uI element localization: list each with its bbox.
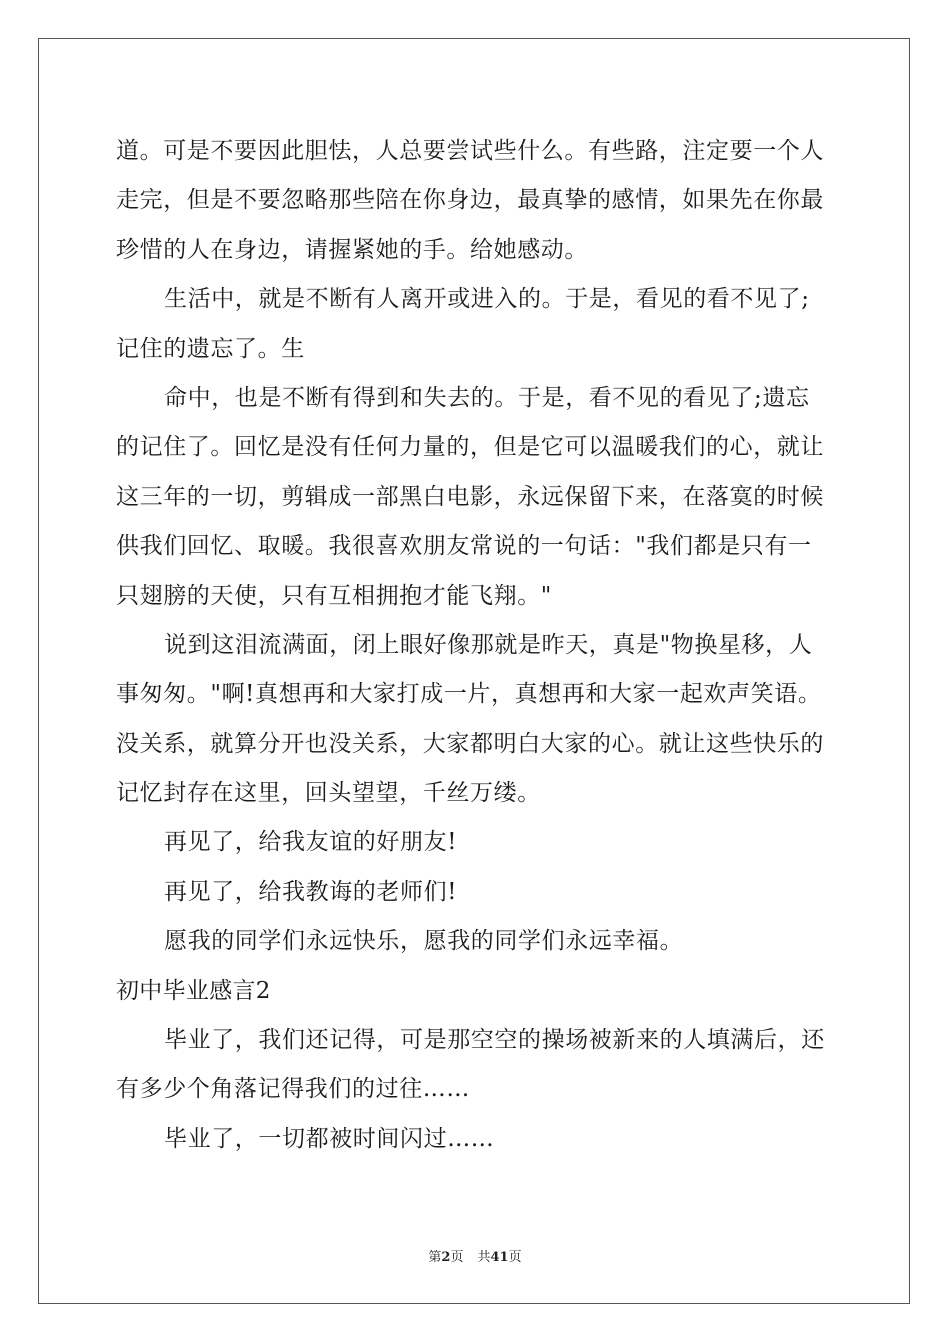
text-line: 供我们回忆、取暖。我很喜欢朋友常说的一句话："我们都是只有一 — [116, 533, 812, 560]
text-line: 道。可是不要因此胆怯，人总要尝试些什么。有些路，注定要一个人 — [116, 138, 824, 164]
page-footer — [0, 1246, 950, 1265]
text-line: 事匆匆。"啊!真想再和大家打成一片，真想再和大家一起欢声笑语。 — [116, 681, 822, 708]
text-line: 珍惜的人在身边，请握紧她的手。给她感动。 — [116, 236, 588, 263]
page-suffix: 页 — [450, 1250, 464, 1265]
total-pages-indicator — [477, 1250, 521, 1265]
page-number: 2 — [441, 1250, 451, 1265]
text-line: 记忆封存在这里，回头望望，千丝万缕。 — [116, 780, 541, 807]
paragraph-start-line: 说到这泪流满面，闭上眼好像那就是昨天，真是"物换星移，人 — [164, 631, 813, 658]
paragraph-start-line: 愿我的同学们永远快乐，愿我的同学们永远幸福。 — [164, 928, 684, 955]
paragraph-start-line: 再见了，给我友谊的好朋友! — [164, 829, 458, 856]
text-line: 有多少个角落记得我们的过往…… — [116, 1076, 470, 1103]
page-prefix: 第 — [428, 1250, 442, 1265]
page-indicator — [428, 1250, 463, 1265]
section-heading: 初中毕业感言2 — [116, 977, 271, 1004]
total-pages: 41 — [490, 1250, 509, 1265]
paragraph-start-line: 再见了，给我教诲的老师们! — [164, 878, 458, 905]
total-prefix: 共 — [477, 1250, 491, 1265]
paragraph-start-line: 毕业了，一切都被时间闪过…… — [164, 1125, 495, 1152]
text-line: 没关系，就算分开也没关系，大家都明白大家的心。就让这些快乐的 — [116, 730, 824, 757]
paragraph-start-line: 生活中，就是不断有人离开或进入的。于是，看见的看不见了; — [164, 286, 810, 313]
text-line: 只翅膀的天使，只有互相拥抱才能飞翔。" — [116, 582, 552, 609]
text-line: 走完，但是不要忽略那些陪在你身边，最真挚的感情，如果先在你最 — [116, 187, 824, 214]
text-line: 记住的遗忘了。生 — [116, 335, 305, 362]
text-line: 这三年的一切，剪辑成一部黑白电影，永远保留下来，在落寞的时候 — [116, 483, 824, 510]
paragraph-start-line: 命中，也是不断有得到和失去的。于是，看不见的看见了;遗忘 — [164, 384, 810, 411]
total-suffix: 页 — [508, 1250, 522, 1265]
text-line: 的记住了。回忆是没有任何力量的，但是它可以温暖我们的心，就让 — [116, 434, 824, 461]
paragraph-start-line: 毕业了，我们还记得，可是那空空的操场被新来的人填满后，还 — [164, 1027, 825, 1054]
document-body — [116, 127, 836, 1164]
